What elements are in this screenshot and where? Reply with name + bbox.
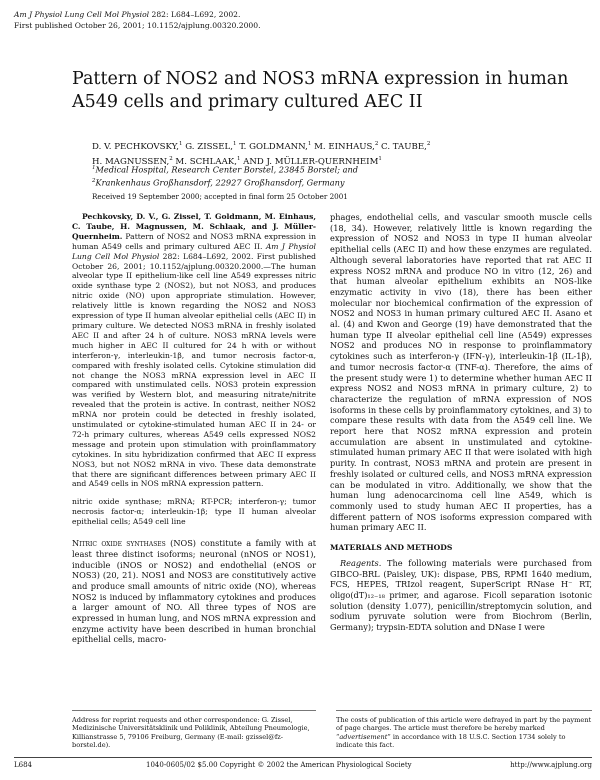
author: M. SCHLAAK, (172, 156, 237, 167)
page-charges-footnote: The costs of publication of this article were defrayed in part by the payment of page charges. The article must therefore be hereby marked “advertisement” in accordance with 18 U.S.C. Section 1734 solely to indicate this fact. (336, 716, 592, 750)
author: G. ZISSEL, (182, 141, 233, 152)
affiliation-2: Krankenhaus Großhansdorf, 22927 Großhansdorf, Germany (95, 177, 345, 188)
author: T. GOLDMANN, (236, 141, 308, 152)
affiliation-1: Medical Hospital, Research Center Borstel, 23845 Borstel; and (95, 164, 358, 175)
intro-continued: phages, endothelial cells, and vascular smooth muscle cells (18, 34). However, relatively little is known regarding the expression of NOS2 and NOS3 in type II human alveolar epithelial cells (AEC II) and how these enzymes are regulated. Although several laboratories have reported that rat AEC II express NOS2 mRNA and produce NO in vitro (12, 26) and that human alveolar epithelium exhibits an NOS-like enzymatic activity in vivo (18), there has been either molecular nor biochemical confirmation of the expression of NOS2 and NOS3 in human primary cultured AEC II. Asano et al. (4) and Kwon and George (19) have demonstrated that the human type II alveolar epithelial cell line (A549) expresses NOS2 and produces NO in response to proinflammatory cytokines such as interferon-γ (IFN-γ), interleukin-1β (IL-1β), and tumor necrosis factor-α (TNF-α). Therefore, the aims of the present study were 1) to determine whether human AEC II express NOS2 and NOS3 mRNA in primary culture, 2) to characterize the regulation of mRNA expression of NOS isoforms in these cells by proinflammatory cytokines, and 3) to compare these results with data from the A549 cell line. We report here that NOS2 mRNA expression and protein accumulation are absent in unstimulated and cytokine-stimulated human primary AEC II that were isolated with high purity. In contrast, NOS3 mRNA and protein are present in freshly isolated or cultured cells, and NOS3 mRNA expression can be modulated in vitro. Additionally, we show that the human lung adenocarcinoma cell line A549, which is commonly used to study human AEC II properties, has a different pattern of NOS isoforms expression compared with human primary AEC II. (330, 212, 592, 533)
author: D. V. PECHKOVSKY, (92, 141, 180, 152)
footnote-divider (336, 710, 592, 711)
copyright: 1040-0605/02 $5.00 Copyright © 2002 the American Physiological Society (146, 761, 412, 769)
author: M. EINHAUS, (311, 141, 375, 152)
introduction: Nitric oxide synthases (NOS) constitute a family with at least three distinct isoforms; neuronal (nNOS or NOS1), inducible (iNOS or NOS2) and endothelial (eNOS or NOS3) (20, 21). NOS1 and NOS3 are constitutively active and produce small amounts of nitric oxide (NO), whereas NOS2 is induced by inflammatory cytokines and produces a larger amount of NO. All three types of NOS are expressed in human lung, and NOS mRNA expression and enzyme activity have been described in human bronchial epithelial cells, macro- (72, 538, 316, 645)
author: H. MAGNUSSEN, (92, 156, 170, 167)
correspondence-footnote: Address for reprint requests and other correspondence: G. Zissel, Medizinische Universitätsklinik und Poliklinik, Abteilung Pneumologie, Killianstrasse 5, 79106 Freiburg, Germany (E-mail: gzissel@fz-borstel.de). (72, 716, 310, 750)
footnote-divider (72, 710, 316, 711)
journal-url[interactable]: http://www.ajplung.org (510, 761, 592, 769)
section-heading: MATERIALS AND METHODS (330, 543, 453, 553)
page-number: L684 (14, 761, 33, 769)
author: C. TAUBE, (378, 141, 427, 152)
citation: 282: L684–L692, 2002. (149, 10, 241, 19)
keywords: nitric oxide synthase; mRNA; RT-PCR; interferon-γ; tumor necrosis factor-α; interleukin-1β; type II human alveolar epithelial cells; A549 cell line (72, 497, 316, 527)
affiliations: $^1$Medical Hospital, Research Center Borstel, 23845 Borstel; and $^2$Krankenhaus Großhansdorf, 22927 Großhansdorf, Germany (92, 164, 358, 188)
abstract: Pechkovsky, D. V., G. Zissel, T. Goldmann, M. Einhaus, C. Taube, H. Magnussen, M. Schlaak, and J. Müller-Quernheim. Pattern of NOS2 and NOS3 mRNA expression in human A549 cells and primary cultured AEC II. Am J Physiol Lung Cell Mol Physiol 282: L684–L692, 2002. First published October 26, 2001; 10.1152/ajplung.00320.2000.—The human alveolar type II epithelium-like cell line A549 expresses nitric oxide synthase type 2 (NOS2), but not NOS3, and produces nitric oxide (NO) upon appropriate stimulation. However, relatively little is known regarding the NOS2 and NOS3 expression of type II human alveolar epithelial cells (AEC II) in primary culture. We detected NOS3 mRNA in freshly isolated AEC II and after 24 h of culture. NOS3 mRNA levels were much higher in AEC II cultured for 24 h with or without interferon-γ, interleukin-1β, and tumor necrosis factor-α, compared with freshly isolated cells. Cytokine stimulation did not change the NOS3 mRNA expression level in AEC II compared with unstimulated cells. NOS3 protein expression was verified by Western blot, and measuring nitrate/nitrite revealed that the protein is active. In contrast, neither NOS2 mRNA nor protein could be detected in freshly isolated, unstimulated or cytokine-stimulated human AEC II in 24- or 72-h primary cultures, whereas A549 cells expressed NOS2 message and protein upon stimulation with proinflammatory cytokines. In situ hybridization confirmed that AEC II express NOS3, but not NOS2 mRNA in vivo. These data demonstrate that there are significant differences between primary AEC II and A549 cells in NOS mRNA expression pattern. (72, 212, 316, 489)
article-title: Pattern of NOS2 and NOS3 mRNA expression in human A549 cells and primary cultured AEC II (72, 69, 569, 112)
running-header (14, 10, 261, 31)
right-column (330, 212, 592, 633)
journal-name: Am J Physiol Lung Cell Mol Physiol (14, 10, 150, 19)
received-dates: Received 19 September 2000; accepted in final form 25 October 2001 (92, 192, 348, 201)
author-list: D. V. PECHKOVSKY,$^1$ G. ZISSEL,$^1$ T. GOLDMANN,$^1$ M. EINHAUS,$^2$ C. TAUBE,$^2$ H. MAGNUSSEN,$^2$ M. SCHLAAK,$^1$ AND J. MÜLLER-QUERNHEIM$^1$ (92, 141, 431, 167)
footer-rule (14, 757, 592, 758)
reagents-paragraph: Reagents. The following materials were purchased from GIBCO-BRL (Paisley, UK): dispase, PBS, RPMI 1640 medium, FCS, HEPES, TRIzol reagent, SuperScript RNase H⁻ RT, oligo(dT)₁₂₋₁₈ primer, and agarose. Ficoll separation isotonic solution (density 1.077), penicillin/streptomycin solution, and sodium pyruvate solution were from Biochrom (Berlin, Germany); trypsin-EDTA solution and DNase I were (330, 557, 592, 633)
left-column (72, 212, 316, 645)
first-published: First published October 26, 2001; 10.1152/ajplung.00320.2000. (14, 20, 261, 30)
author: AND J. MÜLLER-QUERNHEIM (240, 156, 379, 167)
